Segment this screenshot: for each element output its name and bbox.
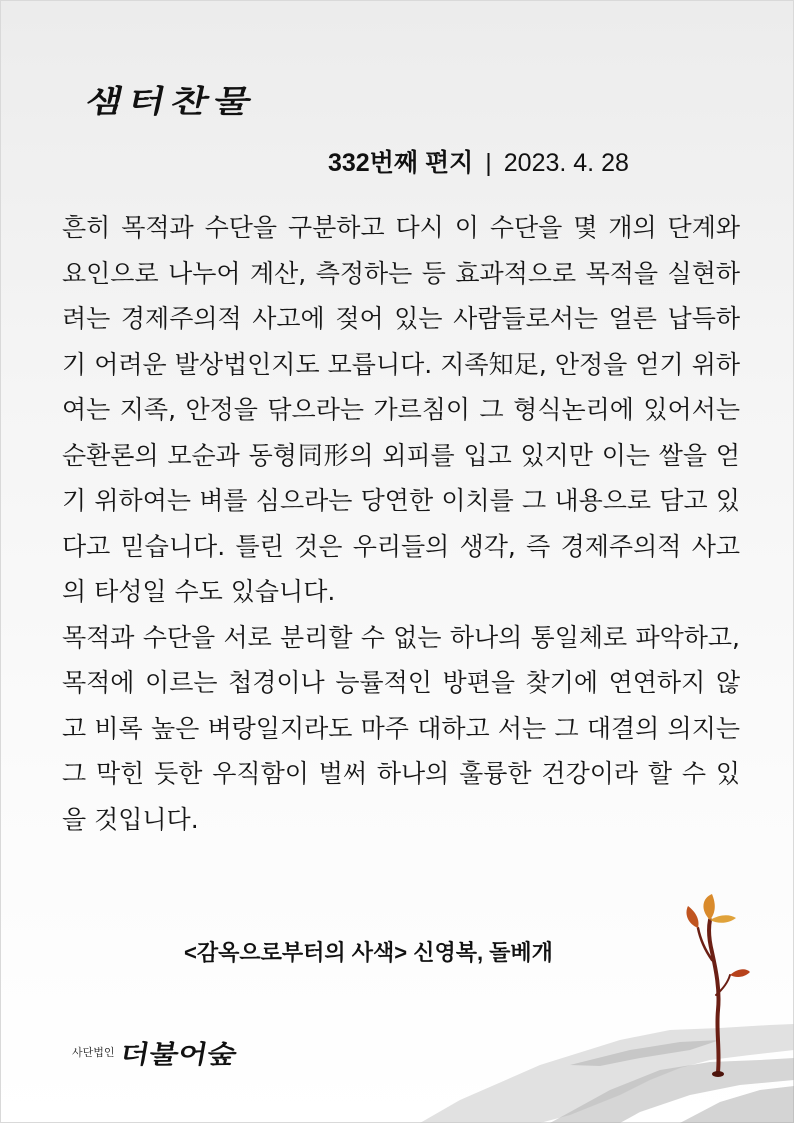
- body-paragraph-2: 목적과 수단을 서로 분리할 수 없는 하나의 통일체로 파악하고, 목적에 이르는 첩경이나 능률적인 방편을 찾기에 연연하지 않고 비록 높은 벼랑일지라도 마주 대하고 서는 그 대결의 의지는 그 막힌 듯한 우직함이 벌써 하나의 훌륭한 건강이라 할 수 있을 것입니다.: [62, 622, 740, 834]
- paragraph-1-text-c: 의 외피를 입고 있지만 이는 쌀을 얻기 위하여는 벼를 심으라는 당연한 이치를 그 내용으로 담고 있다고 믿습니다. 틀린 것은 우리들의 생각, 즉 경제주의적 사고의 타성일 수도 있습니다.: [62, 440, 740, 606]
- header-separator: |: [485, 149, 492, 177]
- body-paragraph-1: [62, 205, 740, 615]
- org-logo: [72, 1030, 239, 1074]
- branch-illustration: [420, 890, 794, 1123]
- stem-base: [712, 1071, 724, 1077]
- letter-body: [62, 205, 740, 842]
- paragraph-1-text-a: 흔히 목적과 수단을 구분하고 다시 이 수단을 몇 개의 단계와 요인으로 나누어 계산, 측정하는 등 효과적으로 목적을 실현하려는 경제주의적 사고에 젖어 있는 사람들로서는 얼른 납득하기 어려운 발상법인지도 모릅니다. 지족: [62, 213, 740, 379]
- letter-number: 332번째 편지: [328, 149, 474, 177]
- leaf-shape: [686, 906, 698, 928]
- letter-date: 2023. 4. 28: [503, 149, 629, 177]
- leaf-shape: [730, 969, 750, 977]
- leaf-shape: [710, 915, 736, 923]
- org-name: 더불어숲: [117, 1040, 239, 1070]
- hanja-donghyeong: 同形: [296, 440, 350, 470]
- source-citation: <감옥으로부터의 사색> 신영복, 돌베개: [184, 940, 553, 965]
- letter-logo-title: 샘터찬물: [82, 82, 262, 120]
- org-prefix: 사단법인: [72, 1046, 115, 1059]
- letter-header: [328, 143, 629, 179]
- hanja-jijok: 知足: [488, 349, 539, 379]
- paragraph-1-text-b: , 안정을 얻기 위하여는 지족, 안정을 닦으라는 가르침이 그 형식논리에 있어서는 순환론의 모순과 동형: [62, 349, 740, 470]
- leaf-shape: [703, 894, 714, 920]
